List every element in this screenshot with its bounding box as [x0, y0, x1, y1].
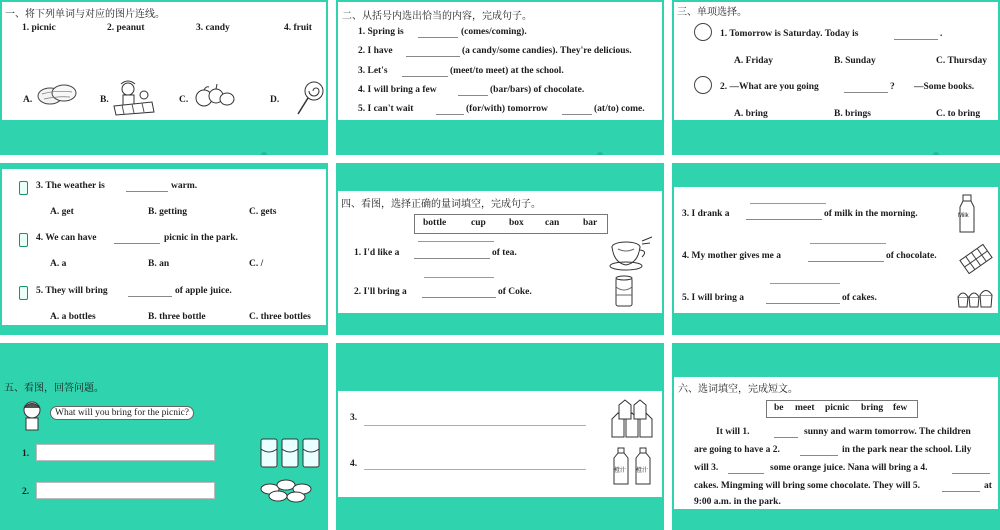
panel-9-title: 六、选词填空，完成短文。 [678, 384, 798, 395]
q1-end: . [940, 29, 943, 39]
word-picnic-option: picnic [825, 403, 850, 413]
passage-line-2a: are going to have a 2. [694, 445, 780, 455]
child-icon [18, 399, 46, 433]
panel-5-title: 四、看图，选择正确的量词填空，完成句子。 [341, 199, 541, 210]
word-peanut: 2. peanut [107, 23, 145, 33]
item-4-blank [458, 95, 488, 96]
s2-end: of Coke. [498, 287, 532, 297]
q5-marker [19, 286, 28, 300]
s5-text: 5. I will bring a [682, 293, 745, 303]
q3-option-a: A. get [50, 207, 74, 217]
label-c: C. [179, 95, 189, 105]
page-dot [597, 152, 603, 155]
panel-7-title: 五、看图，回答问题。 [4, 383, 104, 394]
word-bring: bring [861, 403, 884, 413]
passage-blank-4 [952, 473, 990, 474]
panel-9-card [674, 377, 998, 509]
page-dot [933, 152, 939, 155]
passage-line-1b: sunny and warm tomorrow. The children [804, 427, 971, 437]
word-can: can [545, 218, 560, 228]
speech-bubble: What will you bring for the picnic? [50, 406, 194, 420]
q3-option-b: B. getting [148, 207, 188, 217]
q1-blank [894, 39, 938, 40]
panel-7 [0, 343, 328, 530]
item-1-blank [418, 37, 458, 38]
passage-line-2b: in the park near the school. Lily [842, 445, 972, 455]
s1-guide-line [418, 241, 494, 242]
item-1-text: 1. Spring is [358, 27, 404, 37]
panel-2-card [338, 2, 662, 120]
s5-guide-line [770, 283, 840, 284]
panel-3 [672, 0, 1000, 155]
passage-line-5: 9:00 a.m. in the park. [694, 497, 781, 507]
answer-2-box[interactable] [36, 482, 215, 499]
q3-blank [126, 191, 168, 192]
word-box-item: box [509, 218, 524, 228]
word-cup: cup [471, 218, 486, 228]
q4-option-a: A. a [50, 259, 67, 269]
q1-circle [694, 23, 712, 41]
q2-end: ? [890, 82, 895, 92]
cakes-icon [954, 285, 996, 311]
q2-option-c: C. to bring [936, 109, 981, 119]
panel-3-title: 三、单项选择。 [677, 7, 747, 18]
lollipop-icon [294, 80, 324, 116]
item-3-options: (meet/to meet) at the school. [450, 66, 564, 76]
q3-end: warm. [171, 181, 198, 191]
line-3-label: 3. [350, 413, 358, 423]
s3-text: 3. I drank a [682, 209, 730, 219]
s4-end: of chocolate. [886, 251, 937, 261]
panel-1 [0, 0, 328, 155]
panel-4 [0, 163, 328, 335]
q5-blank [128, 296, 172, 297]
item-5-options-2: (at/to) come. [594, 104, 645, 114]
panel-1-title: 一、将下列单词与对应的图片连线。 [5, 9, 165, 20]
panel-6 [672, 163, 1000, 335]
word-box [414, 214, 608, 234]
panel-6-card [674, 187, 998, 313]
passage-blank-1 [774, 437, 798, 438]
item-3-blank [402, 76, 448, 77]
teacup-icon [608, 235, 654, 271]
q4-text: 4. We can have [36, 233, 97, 243]
word-meet: meet [795, 403, 815, 413]
s2-text: 2. I'll bring a [354, 287, 407, 297]
q4-option-c: C. / [249, 259, 264, 269]
q5-option-c: C. three bottles [249, 312, 311, 322]
q5-text: 5. They will bring [36, 286, 108, 296]
q5-end: of apple juice. [175, 286, 232, 296]
picnic-icon [112, 80, 156, 116]
page-dot [261, 152, 267, 155]
s5-blank [766, 303, 840, 304]
panel-2-title: 二、从括号内选出恰当的内容，完成句子。 [342, 11, 532, 22]
panel-4-card [2, 169, 326, 325]
word-few: few [893, 403, 908, 413]
passage-blank-3 [728, 473, 764, 474]
passage-blank-2 [800, 455, 838, 456]
word-candy: 3. candy [196, 23, 230, 33]
fruit-icon [192, 82, 236, 110]
label-d: D. [270, 95, 280, 105]
passage-blank-5 [942, 491, 980, 492]
q2-answer: —Some books. [914, 82, 975, 92]
item-5-text: 5. I can't wait [358, 104, 414, 114]
word-picnic: 1. picnic [22, 23, 56, 33]
item-3-text: 3. Let's [358, 66, 388, 76]
word-bottle: bottle [423, 218, 447, 228]
panel-3-card [674, 2, 998, 120]
answer-1-label: 1. [22, 449, 30, 459]
label-b: B. [100, 95, 109, 105]
item-4-options: (bar/bars) of chocolate. [490, 85, 585, 95]
passage-word-box [766, 400, 918, 418]
s1-text: 1. I'd like a [354, 248, 400, 258]
q2-text: 2. —What are you going [720, 82, 819, 92]
q5-option-a: A. a bottles [50, 312, 96, 322]
passage-line-1a: It will 1. [716, 427, 750, 437]
s4-blank [808, 261, 884, 262]
q4-marker [19, 233, 28, 247]
passage-line-4a: cakes. Mingming will bring some chocolate. They will 5. [694, 481, 920, 491]
milk-label: Milk [958, 213, 969, 219]
panel-1-card [2, 2, 326, 120]
panel-5-card [338, 191, 662, 313]
panel-9 [672, 343, 1000, 530]
s4-guide-line [810, 243, 886, 244]
s3-end: of milk in the morning. [824, 209, 918, 219]
chocolate-bar-icon [956, 241, 996, 277]
line-3 [364, 425, 586, 426]
peanut-icon [36, 80, 78, 110]
s2-blank [422, 297, 496, 298]
item-4-text: 4. I will bring a few [358, 85, 437, 95]
q2-option-b: B. brings [834, 109, 871, 119]
can-icon [614, 275, 634, 309]
q1-option-a: A. Friday [734, 56, 774, 66]
panel-5 [336, 163, 664, 335]
q5-option-b: B. three bottle [148, 312, 206, 322]
s4-text: 4. My mother gives me a [682, 251, 782, 261]
panel-8 [336, 343, 664, 530]
passage-line-3b: some orange juice. Nana will bring a 4. [770, 463, 928, 473]
s5-end: of cakes. [842, 293, 877, 303]
panel-2 [336, 0, 664, 155]
item-5-options: (for/with) tomorrow [466, 104, 548, 114]
cans-icon [258, 435, 324, 471]
passage-line-4b: at [984, 481, 992, 491]
q3-marker [19, 181, 28, 195]
q3-option-c: C. gets [249, 207, 277, 217]
q3-text: 3. The weather is [36, 181, 105, 191]
word-fruit: 4. fruit [284, 23, 312, 33]
q1-option-b: B. Sunday [834, 56, 876, 66]
juice-label-1: 橙汁 [614, 467, 627, 474]
q1-text: 1. Tomorrow is Saturday. Today is [720, 29, 859, 39]
juice-label-2: 橙汁 [636, 467, 649, 474]
panel-8-card [338, 391, 662, 497]
passage-line-3a: will 3. [694, 463, 719, 473]
word-be: be [774, 403, 784, 413]
peanuts-pile-icon [258, 475, 318, 503]
word-bar: bar [583, 218, 598, 228]
q2-circle [694, 76, 712, 94]
q4-option-b: B. an [148, 259, 170, 269]
s3-guide-line [750, 203, 826, 204]
s1-end: of tea. [492, 248, 517, 258]
q2-option-a: A. bring [734, 109, 768, 119]
item-5-blank-1 [436, 114, 464, 115]
q4-blank [114, 243, 160, 244]
q2-blank [844, 92, 888, 93]
item-2-text: 2. I have [358, 46, 393, 56]
item-2-blank [406, 56, 460, 57]
answer-1-box[interactable] [36, 444, 215, 461]
item-1-options: (comes/coming). [461, 27, 527, 37]
s1-blank [414, 258, 490, 259]
q4-end: picnic in the park. [164, 233, 238, 243]
s3-blank [746, 219, 822, 220]
q1-option-c: C. Thursday [936, 56, 988, 66]
s2-guide-line [424, 277, 494, 278]
item-2-options: (a candy/some candies). They're delicious. [462, 46, 632, 56]
line-4 [364, 469, 586, 470]
label-a: A. [23, 95, 33, 105]
answer-2-label: 2. [22, 487, 30, 497]
milk-cartons-icon [610, 399, 658, 439]
line-4-label: 4. [350, 459, 358, 469]
item-5-blank-2 [562, 114, 592, 115]
